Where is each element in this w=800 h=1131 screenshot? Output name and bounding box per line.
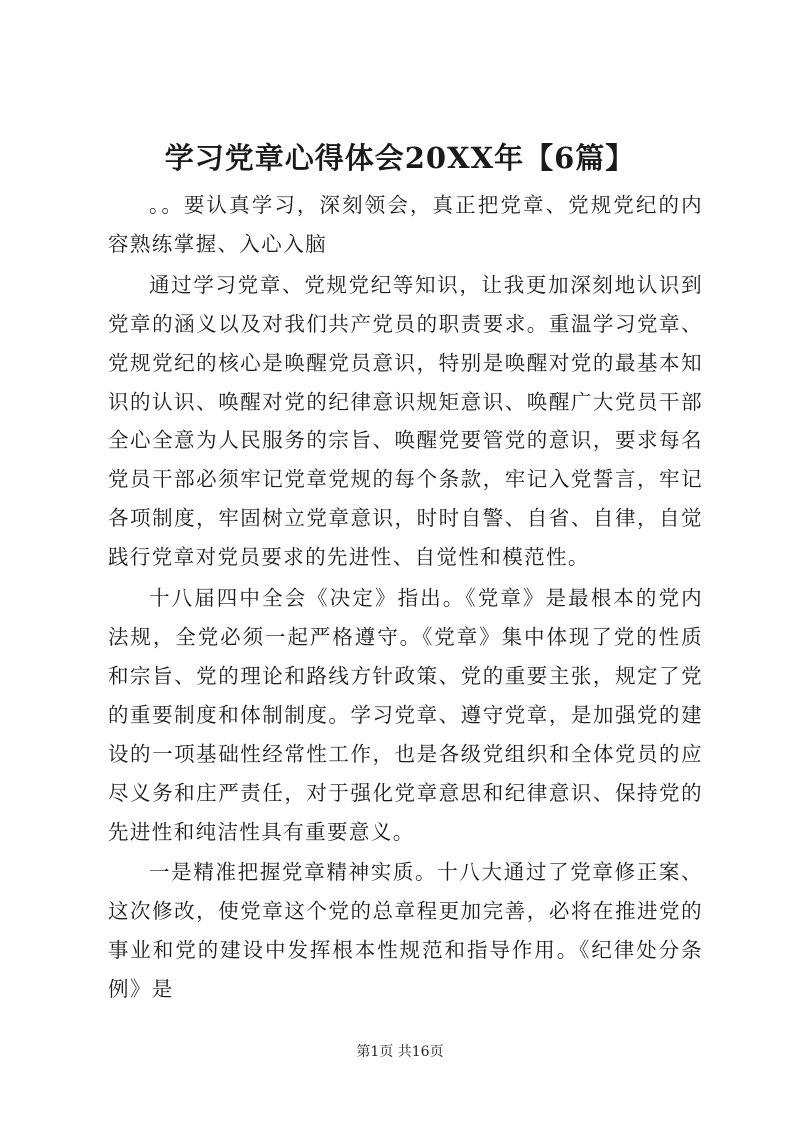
paragraph: 十八届四中全会《决定》指出。《党章》是最根本的党内法规，全党必须一起严格遵守。《党章》集中体现了党的性质和宗旨、党的理论和路线方针政策、党的重要主张，规定了党的重要制度和体制制度。学习党章、遵守党章，是加强党的建设的一项基础性经常性工作，也是各级党组织和全体党员的应尽义务和庄严责任，对于强化党章意思和纪律意识、保持党的先进性和纯洁性具有重要意义。 bbox=[108, 586, 703, 844]
paragraph: 。。要认真学习，深刻领会，真正把党章、党规党纪的内容熟练掌握、入心入脑 bbox=[108, 193, 703, 256]
paragraph: 通过学习党章、党规党纪等知识，让我更加深刻地认识到党章的涵义以及对我们共产党员的职责要求。重温学习党章、党规党纪的核心是唤醒党员意识，特别是唤醒对党的最基本知识的认识、唤醒对党的纪律意识规矩意识、唤醒广大党员干部全心全意为人民服务的宗旨、唤醒党要管党的意识，要求每名党员干部必须牢记党章党规的每个条款，牢记入党誓言，牢记各项制度，牢固树立党章意识，时时自警、自省、自律，自觉践行党章对党员要求的先进性、自觉性和模范性。 bbox=[108, 272, 703, 570]
paragraph: 一是精准把握党章精神实质。十八大通过了党章修正案、这次修改，使党章这个党的总章程更加完善，必将在推进党的事业和党的建设中发挥根本性规范和指导作用。《纪律处分条例》是 bbox=[108, 860, 703, 1002]
page-number-footer: 第1页 共16页 bbox=[356, 1044, 444, 1060]
document-title: 学习党章心得体会20XX年【6篇】 bbox=[164, 141, 636, 175]
document-body bbox=[108, 186, 703, 1009]
